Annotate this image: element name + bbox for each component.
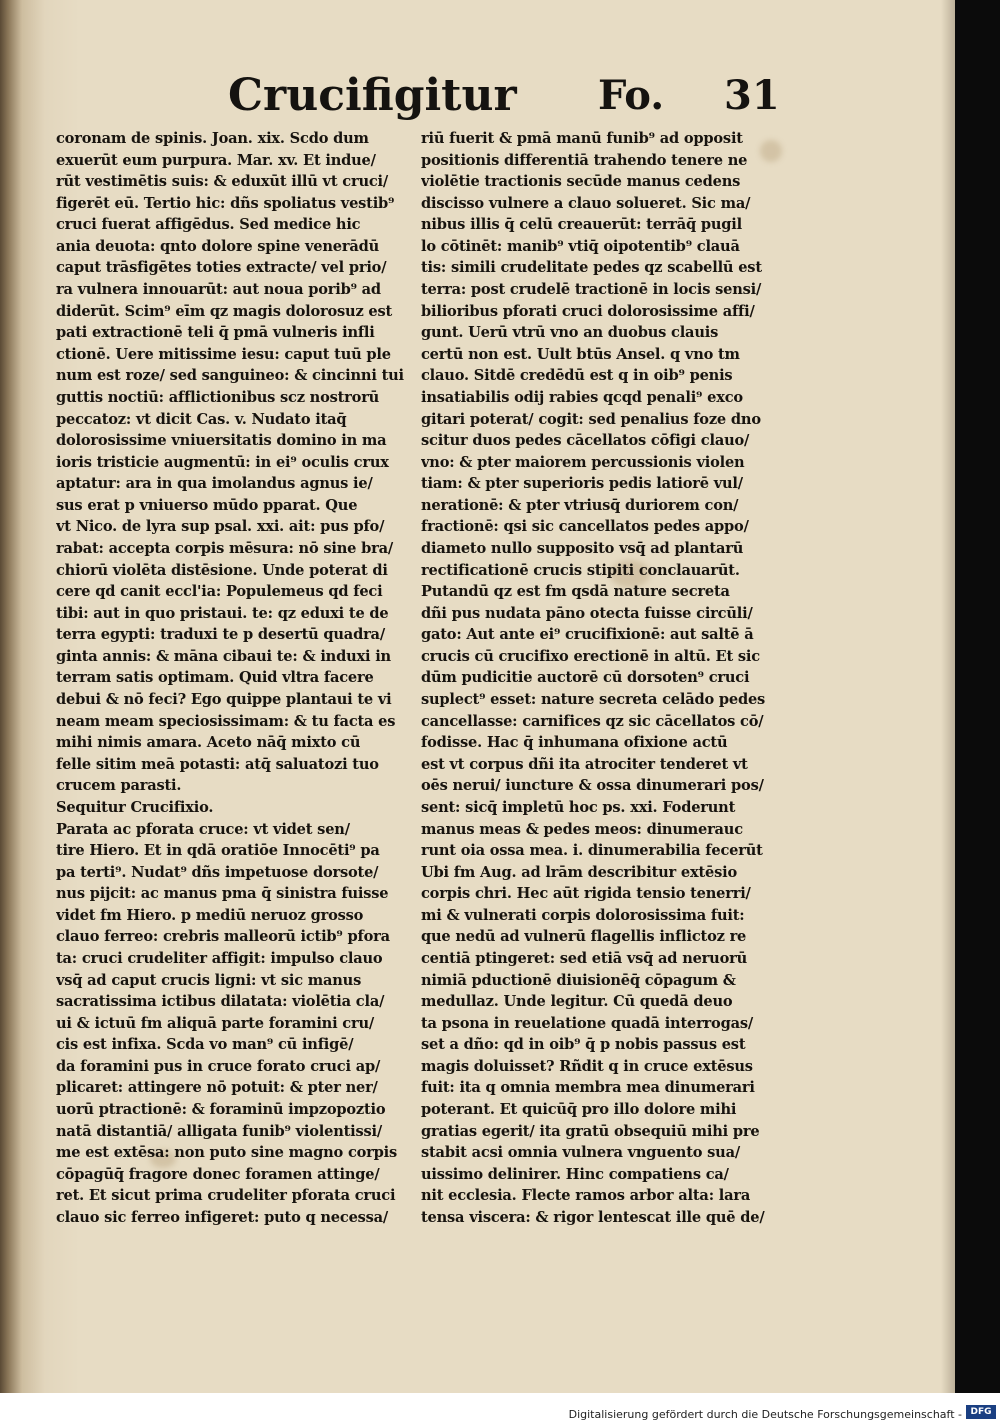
text-line: ra vulnera innouarūt: aut noua porib⁹ ad — [56, 281, 381, 299]
text-line: rabat: accepta corpis mēsura: nō sine bra/ — [56, 539, 393, 557]
text-line: videt fm Hiero. p mediū neruoz grosso — [56, 906, 364, 924]
text-line: felle sitim meā potasti: atq̄ saluatozi tuo — [56, 755, 379, 773]
text-line: Sequitur Crucifixio. — [56, 798, 214, 816]
text-line: suplect⁹ esset: nature secreta celādo pedes — [421, 691, 766, 709]
text-line: nibus illis q̄ celū creauerūt: terrāq̄ pugil — [421, 216, 742, 234]
text-line: ginta annis: & māna cibaui te: & induxi in — [56, 647, 391, 665]
text-line: cis est infixa. Scda vo man⁹ cū infigē/ — [56, 1036, 354, 1054]
text-line: exuerūt eum purpura. Mar. xv. Et indue/ — [56, 151, 376, 169]
text-line: dñi pus nudata pāno otecta fuisse circūli/ — [421, 604, 753, 622]
text-line: magis doluisset? Rñdit q in cruce extēsus — [421, 1057, 753, 1075]
text-line: gato: Aut ante ei⁹ crucifixionē: aut saltē ā — [421, 626, 754, 644]
text-line: ta psona in reuelatione quadā interrogas/ — [421, 1014, 753, 1032]
text-line: sus erat p vniuerso mūdo pparat. Que — [56, 496, 358, 514]
text-line: tire Hiero. Et in qdā oratiōe Innocēti⁹ pa — [56, 842, 380, 860]
text-line: clauo. Sitdē credēdū est q in oib⁹ penis — [421, 367, 733, 385]
text-line: sent: sicq̄ impletū hoc ps. xxi. Foderunt — [421, 798, 736, 816]
text-line: insatiabilis odij rabies qcqd penali⁹ exco — [421, 388, 743, 406]
text-line: figerēt eū. Tertio hic: dñs spoliatus vestib⁹ — [56, 194, 395, 212]
text-line: uorū ptractionē: & foraminū impzopoztio — [56, 1101, 386, 1119]
text-line: caput trāsfigētes toties extracte/ vel prio/ — [56, 259, 387, 277]
text-line: cruci fuerat affigēdus. Sed medice hic — [56, 216, 361, 234]
folio-label: Fo. — [598, 72, 665, 119]
text-line: corpis chri. Hec aūt rigida tensio tenerri/ — [421, 885, 751, 903]
text-line: natā distantiā/ alligata funib⁹ violentissi/ — [56, 1122, 383, 1140]
text-line: runt oia ossa mea. i. dinumerabilia fecerūt — [421, 842, 763, 860]
text-line: me est extēsa: non puto sine magno corpis — [56, 1144, 398, 1162]
text-line: fodisse. Hac q̄ inhumana ofixione actū — [421, 734, 728, 752]
text-line: tis: simili crudelitate pedes qz scabellū est — [421, 259, 762, 277]
text-line: tibi: aut in quo pristaui. te: qz eduxi te de — [56, 604, 389, 622]
text-line: tensa viscera: & rigor lentescat ille quē de/ — [421, 1208, 765, 1226]
text-line: peccatoz: vt dicit Cas. v. Nudato itaq̄ — [56, 410, 347, 428]
text-line: set a dño: qd in oib⁹ q̄ p nobis passus est — [421, 1036, 746, 1054]
text-line: gratias egerit/ ita gratū obsequiū mihi pre — [421, 1122, 760, 1140]
text-line: da foramini pus in cruce forato cruci ap/ — [56, 1057, 381, 1075]
text-line: Parata ac pforata cruce: vt videt sen/ — [56, 820, 350, 838]
text-line: est vt corpus dñi ita atrociter tenderet vt — [421, 755, 748, 773]
text-line: nerationē: & pter vtriusq̄ duriorem con/ — [421, 496, 739, 514]
text-line: rūt vestimētis suis: & eduxūt illū vt cruci/ — [56, 173, 389, 191]
text-line: terram satis optimam. Quid vltra facere — [56, 669, 374, 687]
text-line: terra: post crudelē tractionē in locis sensi/ — [421, 281, 762, 299]
text-line: positionis differentiā trahendo tenere ne — [421, 151, 748, 169]
digitization-credit: Digitalisierung gefördert durch die Deutsche Forschungsgemeinschaft - — [568, 1408, 962, 1421]
page-edge-background — [955, 0, 1000, 1393]
text-line: ta: cruci crudeliter affigit: impulso clauo — [56, 949, 383, 967]
text-line: bilioribus pforati cruci dolorosissime affi/ — [421, 302, 755, 320]
text-line: diameto nullo supposito vsq̄ ad plantarū — [421, 539, 744, 557]
text-line: ret. Et sicut prima crudeliter pforata cruci — [56, 1187, 396, 1205]
text-line: pati extractionē teli q̄ pmā vulneris infli — [56, 324, 375, 342]
text-line: diderūt. Scim⁹ eīm qz magis dolorosuz est — [56, 302, 393, 320]
text-line: centiā ptingeret: sed etiā vsq̄ ad neruorū — [421, 949, 748, 967]
text-line: violētie tractionis secūde manus cedens — [421, 173, 741, 191]
text-line: coronam de spinis. Joan. xix. Scdo dum — [56, 130, 369, 147]
text-line: cere qd canit eccl'ia: Populemeus qd feci — [56, 583, 383, 601]
text-line: nus pijcit: ac manus pma q̄ sinistra fuisse — [56, 885, 389, 903]
text-line: crucis cū crucifixo erectionē in altū. Et sic — [421, 647, 760, 665]
text-line: mi & vulnerati corpis dolorosissima fuit: — [421, 906, 745, 924]
text-line: guttis noctiū: afflictionibus scz nostrorū — [56, 388, 380, 406]
text-line: nit ecclesia. Flecte ramos arbor alta: lara — [421, 1187, 751, 1205]
text-line: vsq̄ ad caput crucis ligni: vt sic manus — [56, 971, 362, 989]
text-line: cancellasse: carnifices qz sic cācellatos cō/ — [421, 712, 764, 730]
text-line: uissimo delinirer. Hinc compatiens ca/ — [421, 1165, 729, 1183]
text-line: Putandū qz est fm qsdā nature secreta — [421, 583, 730, 601]
text-line: ania deuota: qnto dolore spine venerādū — [56, 237, 380, 255]
text-line: medullaz. Unde legitur. Cū quedā deuo — [421, 993, 733, 1011]
text-line: manus meas & pedes meos: dinumerauc — [421, 820, 743, 838]
text-line: clauo ferreo: crebris malleorū ictib⁹ pfora — [56, 928, 390, 946]
text-line: crucem parasti. — [56, 777, 182, 795]
text-line: lo cōtinēt: manib⁹ vtiq̄ oipotentib⁹ clauā — [421, 237, 740, 255]
text-line: gunt. Uerū vtrū vno an duobus clauis — [421, 324, 719, 342]
text-line: rectificationē crucis stipiti conclauarūt. — [421, 561, 740, 579]
text-line: dolorosissime vniuersitatis domino in ma — [56, 432, 387, 450]
text-line: dūm pudicitie auctorē cū dorsoten⁹ cruci — [421, 669, 750, 687]
text-line: certū non est. Uult btūs Ansel. q vno tm — [421, 345, 740, 363]
text-line: discisso vulnere a clauo solueret. Sic ma/ — [421, 194, 751, 212]
text-line: poterant. Et quicūq̄ pro illo dolore mihi — [421, 1101, 737, 1119]
text-line: Ubi fm Aug. ad lrām describitur extēsio — [421, 863, 738, 881]
dfg-logo: DFG — [966, 1405, 996, 1419]
running-title: Crucifigitur — [228, 70, 517, 121]
text-line: cōpagūq̄ fragore donec foramen attinge/ — [56, 1165, 380, 1183]
text-line: sacratissima ictibus dilatata: violētia cla/ — [56, 993, 385, 1011]
text-line: fractionē: qsi sic cancellatos pedes appo/ — [421, 518, 749, 536]
text-line: num est roze/ sed sanguineo: & cincinni tui — [56, 367, 404, 385]
text-line: clauo sic ferreo infigeret: puto q necessa/ — [56, 1208, 389, 1226]
text-line: neam meam speciosissimam: & tu facta es — [56, 712, 396, 730]
text-line: debui & nō feci? Ego quippe plantaui te vi — [56, 691, 392, 709]
text-line: pa terti⁹. Nudat⁹ dñs impetuose dorsote/ — [56, 863, 379, 881]
text-line: fuit: ita q omnia membra mea dinumerari — [421, 1079, 755, 1097]
text-line: ui & ictuū fm aliquā parte foramini cru/ — [56, 1014, 375, 1032]
text-line: terra egypti: traduxi te p desertū quadra/ — [56, 626, 385, 644]
text-line: riū fuerit & pmā manū funib⁹ ad opposit — [421, 130, 743, 147]
text-line: tiam: & pter superioris pedis latiorē vul/ — [421, 475, 743, 493]
text-line: plicaret: attingere nō potuit: & pter ner/ — [56, 1079, 378, 1097]
text-line: ctionē. Uere mitissime iesu: caput tuū ple — [56, 345, 391, 363]
text-line: ioris tristicie augmentū: in ei⁹ oculis crux — [56, 453, 389, 471]
text-column-right — [421, 128, 771, 1228]
text-column-left — [56, 128, 408, 1228]
text-line: stabit acsi omnia vulnera vnguento sua/ — [421, 1144, 740, 1162]
folio-number: 31 — [724, 72, 780, 119]
text-line: aptatur: ara in qua imolandus agnus ie/ — [56, 475, 373, 493]
text-line: chiorū violēta distēsione. Unde poterat di — [56, 561, 388, 579]
text-line: scitur duos pedes cācellatos cōfigi clauo/ — [421, 432, 750, 450]
text-line: vno: & pter maiorem percussionis violen — [421, 453, 745, 471]
text-line: nimiā pductionē diuisionēq̄ cōpagum & — [421, 971, 736, 989]
text-line: que nedū ad vulnerū flagellis inflictoz re — [421, 928, 747, 946]
text-line: vt Nico. de lyra sup psal. xxi. ait: pus pfo/ — [56, 518, 385, 536]
text-line: oēs nerui/ iuncture & ossa dinumerari pos/ — [421, 777, 764, 795]
text-line: gitari poterat/ cogit: sed penalius foze dno — [421, 410, 761, 428]
text-line: mihi nimis amara. Aceto nāq̄ mixto cū — [56, 734, 361, 752]
page-header — [228, 70, 788, 130]
